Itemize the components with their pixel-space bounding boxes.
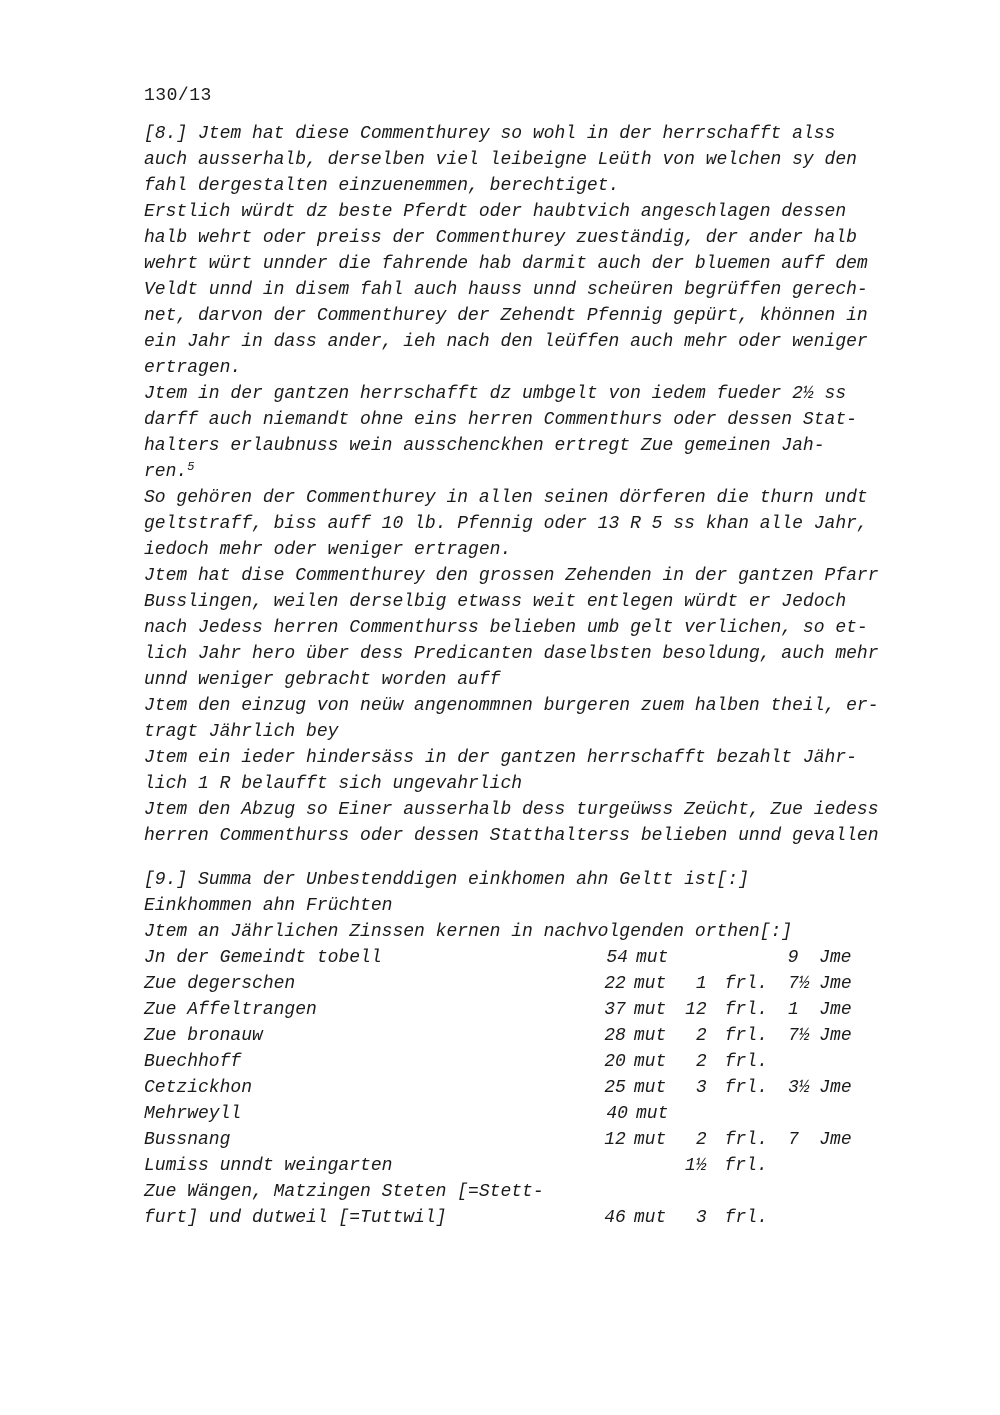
table-row: [144, 1101, 856, 1127]
text-line: ertragen.: [144, 358, 242, 378]
table-row: [144, 1049, 856, 1075]
place-name: Lumiss unndt weingarten: [144, 1156, 393, 1176]
text-line: Veldt unnd in disem fahl auch hauss unnd scheüren begrüffen gerech-: [144, 280, 868, 300]
mut-unit: mut: [633, 1078, 667, 1098]
frl-quantity: [668, 1179, 709, 1205]
mut-unit: [637, 1179, 668, 1205]
place-name: Buechhoff: [144, 1052, 242, 1072]
footnote-reference: 5: [187, 460, 195, 474]
mut-quantity: 40: [606, 1104, 628, 1124]
frl-unit: frl.: [724, 1078, 768, 1098]
frl-unit: frl.: [724, 1130, 768, 1150]
table-intro-line: Jtem an Jährlichen Zinssen kernen in nachvolgenden orthen[:]: [144, 922, 793, 942]
text-line: [144, 459, 856, 485]
mut-quantity: 12: [604, 1130, 626, 1150]
jme-unit: [819, 1153, 856, 1179]
mut-quantity: 37: [604, 1000, 626, 1020]
table-row: [144, 1075, 856, 1101]
frl-quantity: 3: [695, 1208, 707, 1228]
place-name: furt] und dutweil [=Tuttwil]: [144, 1208, 447, 1228]
section-heading: [9.] Summa der Unbestenddigen einkhomen ahn Geltt ist[:]: [144, 870, 749, 890]
jme-quantity: [788, 1049, 819, 1075]
text-line: wehrt würt unnder die fahrende hab darmit auch der bluemen auff dem: [144, 254, 868, 274]
jme-unit: [819, 1179, 856, 1205]
text-line: [8.] Jtem hat diese Commenthurey so wohl in der herrschafft alss: [144, 124, 836, 144]
text-line: Busslingen, weilen derselbig etwass weit entlegen würdt er Jedoch: [144, 592, 847, 612]
frl-quantity: 1: [695, 974, 707, 994]
mut-unit: mut: [633, 1000, 667, 1020]
text-line: geltstraff, biss auff 10 lb. Pfennig oder 13 R 5 ss khan alle Jahr,: [144, 514, 868, 534]
frl-unit: [727, 945, 768, 971]
table-row: [144, 971, 856, 997]
jme-quantity: 7: [787, 1130, 799, 1150]
mut-quantity: [607, 1179, 629, 1205]
table-row: [144, 997, 856, 1023]
frl-quantity: 12: [685, 1000, 707, 1020]
jme-unit: [819, 1101, 856, 1127]
place-name: Cetzickhon: [144, 1078, 253, 1098]
table-row: [144, 1179, 856, 1205]
jme-quantity: 9: [787, 948, 799, 968]
text-line: halters erlaubnuss wein ausschenckhen ertregt Zue gemeinen Jah-: [144, 436, 825, 456]
frl-unit: frl.: [724, 1000, 768, 1020]
text-line: lich 1 R belaufft sich ungevahrlich: [144, 774, 523, 794]
frl-quantity: 2: [695, 1026, 707, 1046]
mut-quantity: 54: [606, 948, 628, 968]
text-line: auch ausserhalb, derselben viel leibeigne Leüth von welchen sy den: [144, 150, 857, 170]
text-line: ein Jahr in dass ander, ieh nach den leüffen auch mehr oder weniger: [144, 332, 868, 352]
text-line: Erstlich würdt dz beste Pferdt oder haubtvich angeschlagen dessen: [144, 202, 847, 222]
text-line: iedoch mehr oder weniger ertragen.: [144, 540, 512, 560]
place-name: Bussnang: [144, 1130, 231, 1150]
jme-quantity: 3½: [787, 1078, 810, 1098]
jme-quantity: [787, 1179, 819, 1205]
frl-quantity: [668, 1101, 709, 1127]
text-line: lich Jahr hero über dess Predicanten daselbsten besoldung, auch mehr: [144, 644, 879, 664]
frl-unit: [727, 1179, 768, 1205]
text-line: So gehören der Commenthurey in allen seinen dörferen die thurn undt: [144, 488, 868, 508]
jme-unit: Jme: [819, 1000, 852, 1020]
jme-quantity: [788, 1101, 819, 1127]
frl-unit: frl.: [724, 974, 768, 994]
table-row: [144, 1127, 856, 1153]
jme-quantity: 1: [787, 1000, 799, 1020]
mut-quantity: 20: [604, 1052, 626, 1072]
table-row: [144, 1205, 856, 1231]
text-line: Jtem den einzug von neüw angenommnen burgeren zuem halben theil, er-: [144, 696, 879, 716]
frl-unit: [727, 1101, 768, 1127]
text-line: Jtem den Abzug so Einer ausserhalb dess turgeüwss Zeücht, Zue iedess: [144, 800, 879, 820]
frl-quantity: 2: [695, 1130, 707, 1150]
table-row: [144, 1023, 856, 1049]
jme-unit: Jme: [819, 1130, 852, 1150]
jme-quantity: 7½: [787, 974, 810, 994]
jme-unit: [819, 1049, 856, 1075]
frl-unit: frl.: [724, 1208, 768, 1228]
mut-quantity: 28: [604, 1026, 626, 1046]
text-line: halb wehrt oder preiss der Commenthurey zueständig, der ander halb: [144, 228, 857, 248]
mut-quantity: [605, 1153, 627, 1179]
table-row: [144, 945, 856, 971]
table-row: [144, 1153, 856, 1179]
mut-unit: mut: [633, 1208, 667, 1228]
place-name: Zue bronauw: [144, 1026, 263, 1046]
jme-unit: [819, 1205, 856, 1231]
mut-quantity: 22: [604, 974, 626, 994]
mut-unit: mut: [635, 948, 669, 968]
text-line: net, darvon der Commenthurey der Zehendt Pfennig gepürt, khönnen in: [144, 306, 868, 326]
place-name: Zue degerschen: [144, 974, 296, 994]
page-number: 130/13: [144, 86, 212, 106]
section-subheading: Einkhommen ahn Früchten: [144, 896, 393, 916]
text-line: Jtem ein ieder hindersäss in der gantzen herrschafft bezahlt Jähr-: [144, 748, 857, 768]
text-line: fahl dergestalten einzuenemmen, berechtiget.: [144, 176, 620, 196]
place-name: Jn der Gemeindt tobell: [144, 948, 382, 968]
text-line: Jtem in der gantzen herrschafft dz umbgelt von iedem fueder 2½ ss: [144, 384, 847, 404]
text-line: tragt Jährlich bey: [144, 722, 339, 742]
mut-unit: mut: [633, 1052, 667, 1072]
mut-quantity: 46: [604, 1208, 626, 1228]
section-divider-space: [144, 849, 856, 867]
place-name: Zue Affeltrangen: [144, 1000, 317, 1020]
place-name: Zue Wängen, Matzingen Steten [=Stett-: [144, 1182, 544, 1202]
mut-unit: [635, 1153, 665, 1179]
frl-unit: frl.: [724, 1156, 768, 1176]
jme-unit: Jme: [819, 974, 852, 994]
text-line: Jtem hat dise Commenthurey den grossen Zehenden in der gantzen Pfarr: [144, 566, 879, 586]
jme-unit: Jme: [819, 1026, 852, 1046]
jme-quantity: [788, 1205, 819, 1231]
jme-unit: Jme: [819, 1078, 852, 1098]
section-8: [144, 121, 879, 849]
frl-quantity: [668, 945, 709, 971]
mut-unit: mut: [635, 1104, 669, 1124]
mut-unit: mut: [633, 1026, 667, 1046]
text-line: unnd weniger gebracht worden auff: [144, 670, 501, 690]
mut-quantity: 25: [604, 1078, 626, 1098]
section-9: [144, 867, 856, 1231]
frl-quantity: 2: [695, 1052, 707, 1072]
mut-unit: mut: [633, 974, 667, 994]
text-line: darff auch niemandt ohne eins herren Commenthurs oder dessen Stat-: [144, 410, 857, 430]
frl-quantity: 3: [695, 1078, 707, 1098]
text-fragment: ren.: [144, 462, 188, 482]
text-line: herren Commenthurss oder dessen Statthalterss belieben unnd gevallen: [144, 826, 879, 846]
jme-quantity: 7½: [787, 1026, 810, 1046]
text-line: nach Jedess herren Commenthurss belieben umb gelt verlichen, so et-: [144, 618, 868, 638]
frl-unit: frl.: [724, 1026, 768, 1046]
jme-unit: Jme: [819, 948, 852, 968]
income-table: [144, 945, 856, 1231]
frl-quantity: 1½: [684, 1156, 707, 1176]
mut-unit: mut: [633, 1130, 667, 1150]
frl-unit: frl.: [724, 1052, 768, 1072]
place-name: Mehrweyll: [144, 1104, 242, 1124]
jme-quantity: [788, 1153, 819, 1179]
